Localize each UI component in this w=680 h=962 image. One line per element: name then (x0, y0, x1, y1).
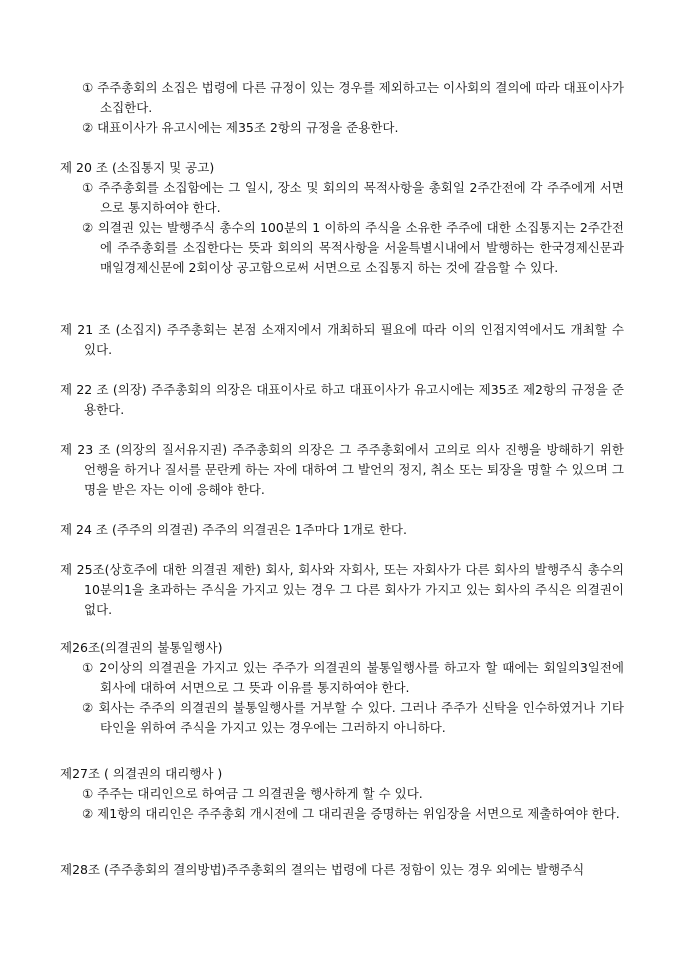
item-text: ① 주주총회의 소집은 법령에 다른 규정이 있는 경우를 제외하고는 이사회의 결의에 따라 대표이사가 소집한다. (82, 80, 624, 115)
item-text: ② 대표이사가 유고시에는 제35조 2항의 규정을 준용한다. (82, 120, 399, 135)
item-text: ① 2이상의 의결권을 가지고 있는 주주가 의결권의 불통일행사를 하고자 할 때에는 회일의3일전에 회사에 대하여 서면으로 그 뜻과 이유를 통지하여야 한다. (82, 660, 624, 695)
item-text: ① 주주총회를 소집함에는 그 일시, 장소 및 회의의 목적사항을 총회일 2주간전에 각 주주에게 서면으로 통지하여야 한다. (82, 180, 624, 215)
item-text: ② 제1항의 대리인은 주주총회 개시전에 그 대리권을 증명하는 위임장을 서면으로 제출하여야 한다. (82, 806, 620, 821)
article27-item-1 (0, 784, 624, 804)
article27-heading: 제27조 ( 의결권의 대리행사 ) (60, 766, 223, 781)
article26-item-1 (0, 658, 624, 698)
item-text: ② 회사는 주주의 의결권의 불통일행사를 거부할 수 있다. 그러나 주주가 신탁을 인수하였거나 기타 타인을 위하여 주식을 가지고 있는 경우에는 그러하지 아니하다. (82, 700, 624, 735)
article20-item-1 (0, 178, 624, 218)
article20-heading: 제 20 조 (소집통지 및 공고) (60, 160, 215, 175)
article19-item-1 (0, 78, 624, 118)
article25: 제 25조(상호주에 대한 의결권 제한) 회사, 회사와 자회사, 또는 자회사가 다른 회사의 발행주식 총수의 10분의1을 초과하는 주식을 가지고 있는 경우 그 다른 회사가 가지고 있는 회사의 주식은 의결권이 없다. (60, 562, 624, 617)
item-text: ① 주주는 대리인으로 하여금 그 의결권을 행사하게 할 수 있다. (82, 786, 423, 801)
article19-item-2 (0, 118, 624, 138)
article24: 제 24 조 (주주의 의결권) 주주의 의결권은 1주마다 1개로 한다. (60, 522, 407, 537)
article26-heading: 제26조(의결권의 불통일행사) (60, 640, 223, 655)
article22: 제 22 조 (의장) 주주총회의 의장은 대표이사로 하고 대표이사가 유고시에는 제35조 제2항의 규정을 준용한다. (60, 382, 624, 417)
article26-item-2 (0, 698, 624, 738)
article28: 제28조 (주주총회의 결의방법)주주총회의 결의는 법령에 다른 정함이 있는 경우 외에는 발행주식 (60, 862, 585, 877)
article21: 제 21 조 (소집지) 주주총회는 본점 소재지에서 개최하되 필요에 따라 이의 인접지역에서도 개최할 수 있다. (60, 322, 624, 357)
article20-item-2 (0, 218, 624, 278)
article23: 제 23 조 (의장의 질서유지권) 주주총회의 의장은 그 주주총회에서 고의로 의사 진행을 방해하기 위한 언행을 하거나 질서를 문란케 하는 자에 대하여 그 발언의 정지, 취소 또는 퇴장을 명할 수 있으며 그 명을 받은 자는 이에 응해야 한다. (60, 442, 624, 497)
item-text: ② 의결권 있는 발행주식 총수의 100분의 1 이하의 주식을 소유한 주주에 대한 소집통지는 2주간전에 주주총회를 소집한다는 뜻과 회의의 목적사항을 서울특별시내에서 발행하는 한국경제신문과 매일경제신문에 2회이상 공고함으로써 서면으로 소집통지 하는 것에 갈음할 수 있다. (82, 220, 624, 275)
article27-item-2 (0, 804, 624, 824)
